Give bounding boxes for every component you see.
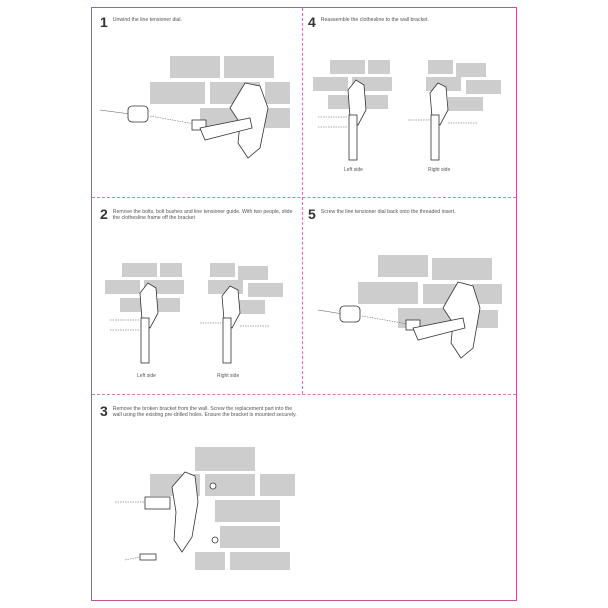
step-instruction: Remove the broken bracket from the wall. Screw the replacement part into the wall using the existing pre-drilled holes. Ensure the bracket is mounted securely.	[112, 406, 297, 419]
replacement-bracket	[172, 472, 198, 552]
step-5	[308, 207, 508, 221]
step-2-illustration	[100, 258, 300, 373]
column-divider	[302, 8, 303, 394]
left-frame-leg	[349, 115, 357, 160]
step-3	[100, 404, 300, 419]
step-3-illustration	[110, 442, 300, 572]
brick-wall	[358, 255, 502, 328]
tensioner-dial	[340, 306, 360, 322]
row-divider-1	[92, 197, 516, 198]
step-number: 4	[308, 14, 316, 30]
step-instruction: Screw the line tensioner dial back onto the threaded insert.	[320, 209, 456, 215]
left-frame-leg	[141, 318, 149, 363]
step-number: 3	[100, 403, 108, 419]
tensioner-dial	[128, 106, 148, 122]
caption-left-side: Left side	[344, 167, 363, 173]
right-frame-leg	[223, 318, 231, 363]
step-number: 1	[100, 14, 108, 30]
step-5-illustration	[318, 250, 508, 370]
step-2	[100, 207, 298, 222]
screw	[140, 554, 156, 560]
step-1-illustration	[100, 48, 295, 168]
step-4-illustration	[308, 55, 508, 165]
step-1	[100, 15, 295, 29]
caption-left-side: Left side	[137, 373, 156, 379]
caption-right-side: Right side	[428, 167, 451, 173]
row-divider-2	[92, 394, 516, 395]
step-instruction: Reassemble the clothesline to the wall bracket.	[320, 17, 429, 23]
caption-right-side: Right side	[217, 373, 240, 379]
right-frame-leg	[431, 115, 439, 160]
step-number: 2	[100, 206, 108, 222]
brick-wall	[150, 56, 290, 128]
step-instruction: Unwind the line tensioner dial.	[112, 17, 183, 23]
bracket-insert	[145, 497, 170, 509]
brick-wall-right	[208, 263, 283, 314]
step-instruction: Remove the bolts, bolt bushes and line tensioner guide. With two people, slide the clothesline frame off the bracket	[112, 209, 293, 222]
drill-hole	[210, 483, 216, 489]
step-number: 5	[308, 206, 316, 222]
drill-hole	[212, 537, 218, 543]
brick-wall	[150, 447, 295, 570]
step-4	[308, 15, 508, 29]
